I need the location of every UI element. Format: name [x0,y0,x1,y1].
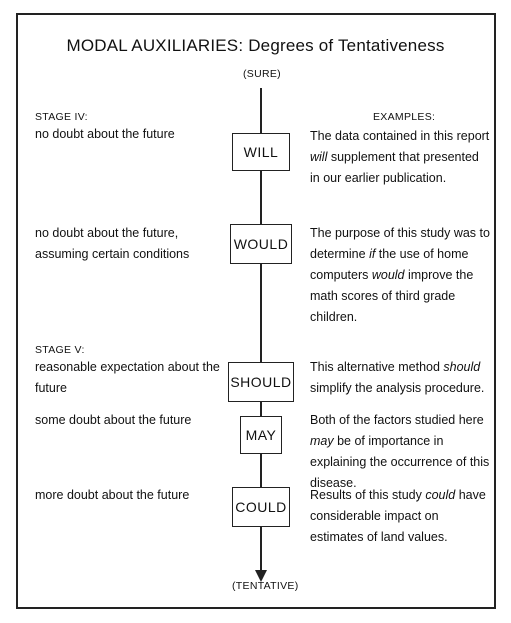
modal-label-could: COULD [235,499,287,515]
modal-box-may [240,416,282,454]
description-could: more doubt about the future [35,488,190,502]
modal-box-would [230,224,292,264]
example-will: The data contained in this report will supplement that presented in our earlier publication. [310,129,490,185]
axis-bottom-label: (TENTATIVE) [232,580,299,592]
description-may: some doubt about the future [35,413,192,427]
example-could: Results of this study could have considerable impact on estimates of land values. [310,488,486,544]
modal-label-will: WILL [243,144,279,160]
stage-v-label: STAGE V: [35,344,85,356]
modal-box-could [232,487,290,527]
example-should: This alternative method should simplify the analysis procedure. [310,360,485,395]
stage-iv-label: STAGE IV: [35,111,88,123]
example-would: The purpose of this study was to determine if the use of home computers would improve the math scores of third grade children. [310,226,490,324]
modal-label-may: MAY [245,427,277,443]
description-would: no doubt about the future, assuming certain conditions [35,226,190,261]
diagram-title: MODAL AUXILIARIES: Degrees of Tentativeness [66,36,445,55]
modal-label-should: SHOULD [230,374,292,390]
axis-top-label: (SURE) [243,68,281,80]
example-may: Both of the factors studied here may be of importance in explaining the occurrence of this disease. [310,413,490,490]
modal-box-will [232,133,290,171]
modal-box-should [228,362,294,402]
description-should: reasonable expectation about the future [35,360,220,395]
modal-label-would: WOULD [233,236,289,252]
examples-header: EXAMPLES: [373,111,436,123]
description-will: no doubt about the future [35,127,175,141]
